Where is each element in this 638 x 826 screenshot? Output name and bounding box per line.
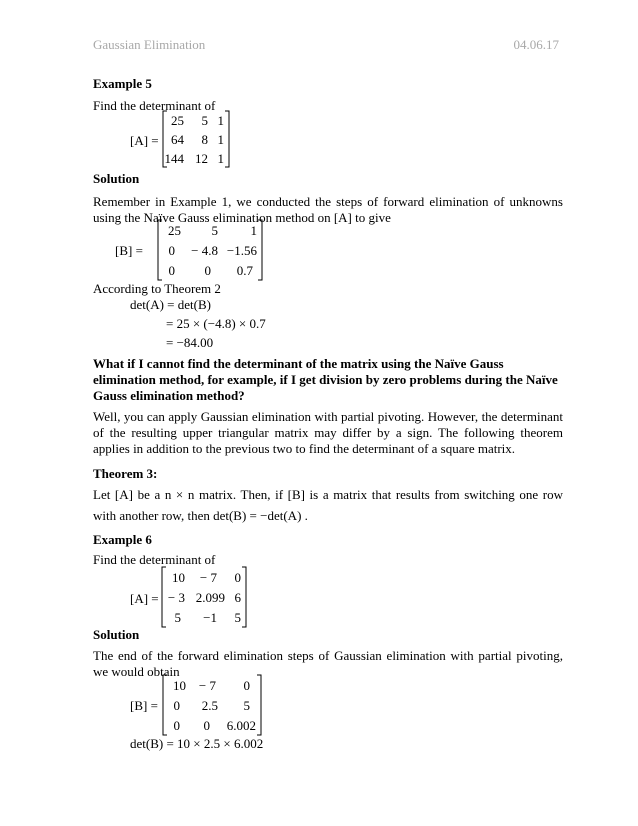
matrix-b-label: [B] = [115, 243, 143, 258]
matrix-cell: 5 [174, 610, 181, 625]
matrix-cell: 1 [217, 151, 224, 166]
matrix-cell: 0 [203, 718, 210, 733]
matrix-cell: 8 [201, 132, 208, 147]
running-header-title: Gaussian Elimination [93, 37, 206, 52]
matrix-cell: 2.5 [201, 698, 218, 713]
matrix-a-label: [A] = [130, 133, 159, 148]
matrix-cell: 10 [172, 570, 185, 585]
matrix-cell: 0 [173, 698, 180, 713]
matrix-cell: 1 [250, 223, 257, 238]
matrix-cell: − 3 [167, 590, 185, 605]
question-text: What if I cannot find the determinant of the matrix using the Naïve Gauss elimination method, for example, if I get division by zero problems during the Naïve Gauss elimination method? [93, 356, 558, 403]
matrix-cell: 0 [204, 263, 211, 278]
matrix-cell: 0 [168, 243, 175, 258]
theorem-3-heading: Theorem 3: [93, 466, 158, 481]
example-5-heading: Example 5 [93, 76, 152, 91]
matrix-cell: − 4.8 [191, 243, 218, 258]
example-6-intro: Find the determinant of [93, 552, 216, 567]
matrix-a-ex6 [161, 566, 247, 628]
matrix-cell: 0 [168, 263, 175, 278]
matrix-cell: 25 [171, 113, 184, 128]
running-header-date: 04.06.17 [513, 37, 559, 52]
matrix-cell: 25 [168, 223, 181, 238]
theorem-3-text: Let [A] be a n × n matrix. Then, if [B] is a matrix that results from switching one row with another row, then det(B) = −det(A) . [93, 487, 563, 523]
det-line-1: det(A) = det(B) [130, 297, 211, 312]
solution-6-heading: Solution [93, 627, 140, 642]
matrix-cell: 6 [234, 590, 241, 605]
matrix-cell: 10 [173, 678, 186, 693]
matrix-b-ex6 [162, 674, 262, 736]
matrix-cell: 0 [234, 570, 241, 585]
matrix-cell: 0 [243, 678, 250, 693]
according-text: According to Theorem 2 [93, 281, 221, 296]
matrix-cell: 2.099 [195, 590, 225, 605]
matrix-cell: 0.7 [236, 263, 253, 278]
answer-text: Well, you can apply Gaussian elimination with partial pivoting. However, the determinant of the resulting upper triangular matrix may differ by a sign. The following theorem applies in addition to the previous two to find the determinant of a square matrix. [93, 409, 563, 456]
matrix-b-ex5 [157, 219, 263, 281]
matrix-a6-label: [A] = [130, 591, 159, 606]
matrix-cell: 64 [171, 132, 184, 147]
solution-heading: Solution [93, 171, 140, 186]
example-5-intro: Find the determinant of [93, 98, 216, 113]
solution-6-text: The end of the forward elimination steps of Gaussian elimination with partial pivoting, we would obtain [93, 648, 563, 679]
matrix-cell: 144 [164, 151, 184, 166]
matrix-cell: −1 [203, 610, 217, 625]
matrix-cell: 5 [201, 113, 208, 128]
matrix-cell: 6.002 [226, 718, 256, 733]
matrix-cell: 0 [173, 718, 180, 733]
matrix-cell: 5 [211, 223, 218, 238]
matrix-cell: 12 [195, 151, 208, 166]
matrix-cell: − 7 [199, 570, 217, 585]
det-line-2: = 25 × (−4.8) × 0.7 [166, 316, 266, 331]
matrix-b6-label: [B] = [130, 698, 158, 713]
example-6-heading: Example 6 [93, 532, 152, 547]
det-b6-line: det(B) = 10 × 2.5 × 6.002 [130, 736, 264, 751]
matrix-cell: 5 [234, 610, 241, 625]
solution-text: Remember in Example 1, we conducted the steps of forward elimination of unknowns using the Naïve Gauss elimination method on [A] to give [93, 194, 563, 225]
det-line-3: = −84.00 [166, 335, 214, 350]
matrix-cell: 5 [243, 698, 250, 713]
matrix-cell: − 7 [198, 678, 216, 693]
matrix-a-ex5 [162, 110, 230, 168]
matrix-cell: 1 [217, 132, 224, 147]
matrix-cell: 1 [217, 113, 224, 128]
matrix-cell: −1.56 [226, 243, 257, 258]
